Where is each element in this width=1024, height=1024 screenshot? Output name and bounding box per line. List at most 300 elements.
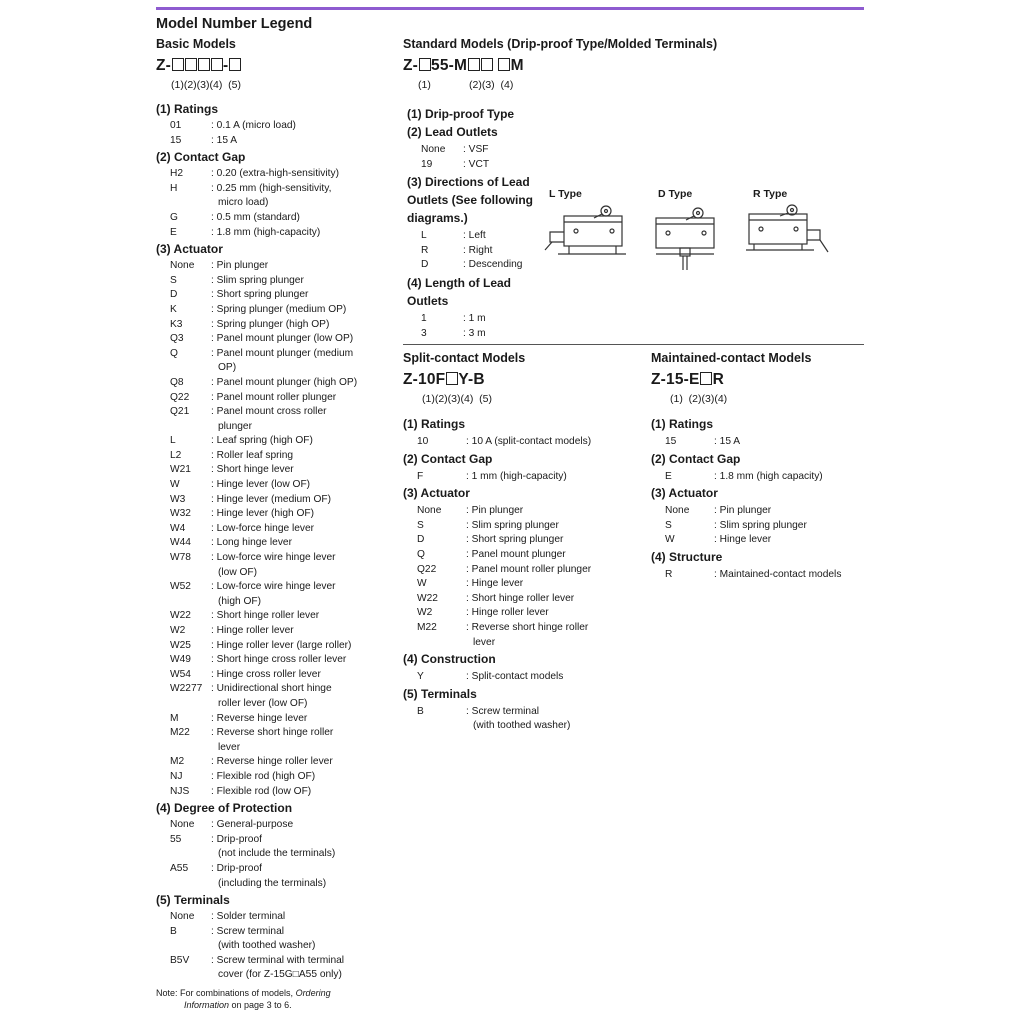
legend-description: cover (for Z-15G□A55 only) <box>218 969 342 981</box>
legend-row <box>417 621 643 636</box>
legend-row <box>170 925 396 940</box>
legend-row <box>170 405 396 420</box>
legend-code: Q <box>170 347 178 359</box>
legend-code: W78 <box>170 552 191 564</box>
legend-description: : 1.8 mm (high capacity) <box>714 470 823 482</box>
legend-row <box>417 563 643 578</box>
placeholder-box <box>185 58 197 71</box>
legend-code <box>170 361 211 376</box>
diagram-label-l: L Type <box>549 188 582 200</box>
legend-description: : Low-force wire hinge lever <box>211 552 336 564</box>
legend-code: D <box>417 534 425 546</box>
legend-description: : Hinge lever (medium OF) <box>211 493 332 505</box>
legend-description: : Short spring plunger <box>466 534 564 546</box>
legend-code: 19 <box>421 158 433 170</box>
maintained-heading: Maintained-contact Models <box>651 351 812 365</box>
section-title: Outlets (See following <box>407 193 534 208</box>
legend-code <box>170 420 211 435</box>
legend-code: W2 <box>170 625 186 636</box>
legend-code: 01 <box>170 120 182 131</box>
legend-description: : Short hinge roller lever <box>211 610 320 622</box>
legend-row <box>665 568 861 583</box>
legend-description: : 0.1 A (micro load) <box>211 120 296 131</box>
legend-code: 15 <box>170 134 182 146</box>
legend-description: lever <box>218 741 241 753</box>
legend-description: : Maintained-contact models <box>714 568 842 580</box>
page-title: Model Number Legend <box>156 16 313 32</box>
legend-description: : Leaf spring (high OF) <box>211 435 313 447</box>
legend-row <box>170 182 396 197</box>
legend-code: K3 <box>170 318 183 330</box>
legend-code <box>170 847 211 862</box>
legend-description: : 15 A <box>211 134 238 146</box>
legend-row <box>417 719 643 734</box>
legend-description: : Solder terminal <box>211 911 286 923</box>
legend-code: W2277 <box>170 683 203 695</box>
legend-description: : General-purpose <box>211 819 294 831</box>
legend-description: : Reverse short hinge roller <box>211 727 334 739</box>
legend-row <box>170 968 396 983</box>
legend-description: : Screw terminal with terminal <box>211 954 345 966</box>
legend-description: : 1 m <box>463 312 486 324</box>
legend-description: : 0.5 mm (standard) <box>211 211 300 223</box>
legend-code <box>170 196 211 211</box>
legend-description: : Pin plunger <box>211 260 269 272</box>
legend-description: (including the terminals) <box>218 877 327 889</box>
section-title: (2) Lead Outlets <box>407 125 498 139</box>
legend-row <box>170 595 396 610</box>
basic-model-code: Z- - <box>156 57 241 75</box>
legend-description: : 3 m <box>463 327 486 339</box>
legend-code <box>170 939 211 954</box>
legend-description: : Hinge cross roller lever <box>211 668 321 680</box>
legend-description: : Unidirectional short hinge <box>211 683 332 695</box>
section-title: (4) Structure <box>651 549 723 564</box>
legend-row <box>421 143 545 158</box>
standard-heading: Standard Models (Drip-proof Type/Molded Terminals) <box>403 37 718 51</box>
section-title: Outlets <box>407 293 449 308</box>
legend-code: A55 <box>170 862 189 874</box>
legend-description: : VSF <box>463 144 489 155</box>
section-divider <box>403 344 864 345</box>
legend-row <box>170 391 396 406</box>
legend-description: : 1 mm (high-capacity) <box>466 470 567 482</box>
maintained-model-numbers: (1) (2)(3)(4) <box>670 393 728 405</box>
legend-row <box>421 258 545 273</box>
legend-row <box>417 533 643 548</box>
legend-code: H2 <box>170 168 184 180</box>
legend-description: : 0.20 (extra-high-sensitivity) <box>211 168 339 180</box>
legend-description: : Panel mount plunger (medium <box>211 347 354 359</box>
legend-description: : Low-force hinge lever <box>211 522 315 534</box>
legend-row <box>170 653 396 668</box>
legend-description: : Hinge lever (high OF) <box>211 508 315 520</box>
legend-code: W22 <box>170 610 191 622</box>
legend-row <box>170 551 396 566</box>
legend-description: : Reverse hinge roller lever <box>211 756 333 768</box>
legend-description: : Long hinge lever <box>211 537 292 549</box>
legend-row <box>170 332 396 347</box>
diagram-label-d: D Type <box>658 188 693 200</box>
legend-row <box>421 244 545 259</box>
legend-description: : Descending <box>463 259 523 271</box>
standard-legend <box>407 105 545 342</box>
legend-row <box>170 755 396 770</box>
legend-description: : Panel mount plunger (high OP) <box>211 376 358 388</box>
legend-description: : Reverse hinge lever <box>211 712 308 724</box>
legend-description: : Pin plunger <box>466 505 524 517</box>
legend-row <box>665 470 861 485</box>
legend-description: : Short hinge lever <box>211 464 294 476</box>
legend-code: Q <box>417 548 425 560</box>
basic-note: Note: For combinations of models, Ordering Information on page 3 to 6. <box>156 988 331 1010</box>
legend-description: : Panel mount roller plunger <box>211 391 337 403</box>
legend-row <box>170 376 396 391</box>
legend-description: : Flexible rod (low OF) <box>211 785 312 797</box>
legend-description: : Short hinge cross roller lever <box>211 654 347 666</box>
legend-description: : Screw terminal <box>211 925 285 937</box>
legend-code: M22 <box>170 727 190 739</box>
section-title: (3) Actuator <box>156 242 223 257</box>
placeholder-box <box>700 372 712 385</box>
legend-code: W4 <box>170 522 186 534</box>
legend-code <box>170 595 211 610</box>
legend-code <box>417 719 466 734</box>
legend-code: Y <box>417 671 424 683</box>
split-model-code: Z-10F Y-B <box>403 371 485 388</box>
legend-description: : Drip-proof <box>211 833 262 845</box>
legend-code: None <box>421 144 446 155</box>
legend-code: M <box>170 712 179 724</box>
legend-row <box>170 862 396 877</box>
legend-row <box>170 939 396 954</box>
legend-row <box>170 624 396 639</box>
legend-code: B5V <box>170 954 190 966</box>
legend-row <box>170 347 396 362</box>
legend-description: : Hinge lever <box>714 534 772 546</box>
legend-code: W25 <box>170 639 191 651</box>
legend-code: D <box>170 289 178 301</box>
legend-row <box>417 470 643 485</box>
legend-code: W52 <box>170 581 191 593</box>
legend-code <box>417 636 466 651</box>
r-type-switch-diagram <box>744 202 830 260</box>
legend-row <box>170 449 396 464</box>
legend-description: : Spring plunger (high OP) <box>211 318 330 330</box>
legend-row <box>170 361 396 376</box>
legend-code: L <box>170 435 176 447</box>
d-type-switch-diagram <box>650 202 720 272</box>
legend-row <box>170 741 396 756</box>
legend-description: micro load) <box>218 197 269 209</box>
legend-row <box>421 158 545 173</box>
legend-row <box>170 167 396 182</box>
section-title: (5) Terminals <box>156 893 230 908</box>
legend-code <box>170 741 211 756</box>
legend-row <box>170 682 396 697</box>
legend-code: S <box>170 274 177 286</box>
legend-row <box>665 519 861 534</box>
section-title: (4) Construction <box>403 652 496 667</box>
legend-row <box>170 580 396 595</box>
legend-row <box>170 639 396 654</box>
legend-code: Q3 <box>170 333 184 345</box>
legend-description: (high OF) <box>218 595 262 607</box>
legend-row <box>417 548 643 563</box>
legend-row <box>170 785 396 800</box>
legend-code: Q22 <box>417 563 437 575</box>
legend-code: 15 <box>665 436 677 447</box>
legend-description: plunger <box>218 420 252 432</box>
legend-code: None <box>170 819 195 831</box>
legend-row <box>417 606 643 621</box>
legend-row <box>170 668 396 683</box>
section-title: (2) Contact Gap <box>651 451 741 466</box>
legend-code: 55 <box>170 833 182 845</box>
standard-model-num-2: (2)(3) (4) <box>469 79 514 91</box>
legend-code: L2 <box>170 449 182 461</box>
legend-description: : Short hinge roller lever <box>466 592 575 604</box>
legend-description: : Split-contact models <box>466 671 564 683</box>
section-title: (4) Degree of Protection <box>156 801 293 816</box>
legend-code: F <box>417 470 424 482</box>
legend-row <box>665 533 861 548</box>
legend-row <box>170 522 396 537</box>
legend-code: None <box>665 505 690 517</box>
legend-description: : 0.25 mm (high-sensitivity, <box>211 182 332 194</box>
legend-code: NJS <box>170 785 190 797</box>
split-model-numbers: (1)(2)(3)(4) (5) <box>422 393 492 405</box>
legend-row <box>170 770 396 785</box>
section-title: (1) Drip-proof Type <box>407 107 515 121</box>
legend-description: : Hinge roller lever <box>211 625 294 636</box>
section-title: (4) Length of Lead <box>407 275 511 290</box>
legend-code: 10 <box>417 436 429 447</box>
legend-description: : Panel mount plunger <box>466 548 566 560</box>
placeholder-box <box>198 58 210 71</box>
legend-row <box>421 327 545 342</box>
legend-description: : VCT <box>463 158 490 170</box>
placeholder-box <box>172 58 184 71</box>
legend-code: G <box>170 211 178 223</box>
legend-row <box>417 519 643 534</box>
legend-code <box>170 877 211 892</box>
section-title: (3) Actuator <box>651 486 718 501</box>
legend-row <box>170 226 396 241</box>
legend-code: R <box>665 568 673 580</box>
legend-description: (low OF) <box>218 566 258 578</box>
legend-code: W44 <box>170 537 191 549</box>
legend-code <box>170 968 211 983</box>
legend-code: M22 <box>417 621 437 633</box>
legend-code: H <box>170 182 178 194</box>
legend-description: : Panel mount cross roller <box>211 406 327 418</box>
maintained-model-code: Z-15-E R <box>651 371 724 388</box>
legend-row <box>665 435 861 450</box>
legend-row <box>421 229 545 244</box>
legend-code: W <box>170 479 180 491</box>
diagram-label-r: R Type <box>753 188 788 200</box>
legend-code: 3 <box>421 327 427 339</box>
legend-code: W3 <box>170 493 186 505</box>
placeholder-box <box>481 58 493 71</box>
legend-description: : Reverse short hinge roller <box>466 621 589 633</box>
section-title: (3) Actuator <box>403 486 470 501</box>
standard-model-num-1: (1) <box>418 79 431 91</box>
legend-row <box>170 697 396 712</box>
section-title: (1) Ratings <box>156 102 219 116</box>
legend-row <box>170 712 396 727</box>
legend-code: None <box>170 260 195 272</box>
legend-row <box>417 636 643 651</box>
legend-row <box>170 478 396 493</box>
legend-code <box>170 566 211 581</box>
legend-description: : Panel mount plunger (low OP) <box>211 333 354 345</box>
legend-row <box>421 312 545 327</box>
legend-description: : 15 A <box>714 436 741 447</box>
legend-code: Q21 <box>170 406 190 418</box>
legend-description: : Drip-proof <box>211 862 262 874</box>
title-rule <box>156 7 864 10</box>
placeholder-box <box>498 58 510 71</box>
legend-code: W <box>417 578 427 590</box>
legend-code: R <box>421 244 429 256</box>
basic-heading: Basic Models <box>156 37 236 51</box>
legend-row <box>170 566 396 581</box>
legend-code: M2 <box>170 756 185 768</box>
legend-description: : Slim spring plunger <box>211 274 304 286</box>
legend-row <box>170 303 396 318</box>
section-title: (1) Ratings <box>403 417 466 431</box>
legend-row <box>417 577 643 592</box>
legend-description: (with toothed washer) <box>218 940 316 952</box>
legend-row <box>170 463 396 478</box>
legend-code: W2 <box>417 607 433 619</box>
legend-code: W49 <box>170 654 191 666</box>
legend-code: L <box>421 230 427 242</box>
legend-description: lever <box>473 636 496 648</box>
legend-code: Q8 <box>170 376 184 388</box>
legend-row <box>170 609 396 624</box>
legend-row <box>170 847 396 862</box>
legend-description: roller lever (low OF) <box>218 697 308 709</box>
section-title: (1) Ratings <box>651 417 714 431</box>
legend-description: : Slim spring plunger <box>466 519 559 531</box>
legend-description: : Hinge roller lever (large roller) <box>211 639 352 651</box>
legend-row <box>170 954 396 969</box>
legend-code: None <box>170 911 195 923</box>
legend-row <box>170 420 396 435</box>
legend-description: : Hinge lever (low OF) <box>211 479 311 491</box>
legend-description: (not include the terminals) <box>218 848 336 860</box>
legend-code: W54 <box>170 668 191 680</box>
legend-description: OP) <box>218 362 237 374</box>
legend-row <box>417 705 643 720</box>
legend-row <box>417 670 643 685</box>
legend-row <box>170 134 396 149</box>
section-title: (5) Terminals <box>403 686 477 701</box>
legend-row <box>417 592 643 607</box>
basic-model-numbers: (1)(2)(3)(4) (5) <box>171 79 241 91</box>
legend-description: : Flexible rod (high OF) <box>211 770 316 782</box>
legend-description: : 10 A (split-contact models) <box>466 436 592 447</box>
placeholder-box <box>468 58 480 71</box>
placeholder-box <box>229 58 241 71</box>
legend-row <box>170 196 396 211</box>
legend-row <box>170 536 396 551</box>
legend-row <box>417 504 643 519</box>
legend-description: : Pin plunger <box>714 505 772 517</box>
legend-description: : Right <box>463 244 493 256</box>
legend-row <box>417 435 643 450</box>
split-legend <box>403 416 643 735</box>
legend-code: None <box>417 505 442 517</box>
maintained-legend <box>651 416 861 584</box>
legend-description: : Low-force wire hinge lever <box>211 581 336 593</box>
legend-code: E <box>170 226 177 238</box>
legend-description: : Slim spring plunger <box>714 519 807 531</box>
section-title: diagrams.) <box>407 211 468 226</box>
legend-row <box>170 833 396 848</box>
legend-description: : Spring plunger (medium OP) <box>211 303 347 315</box>
legend-row <box>170 211 396 226</box>
legend-code: W22 <box>417 592 438 604</box>
placeholder-box <box>211 58 223 71</box>
legend-row <box>170 877 396 892</box>
legend-code: D <box>421 259 429 271</box>
legend-row <box>170 726 396 741</box>
legend-description: : Hinge lever <box>466 578 524 590</box>
legend-description: : 1.8 mm (high-capacity) <box>211 226 321 238</box>
legend-code: W <box>665 534 675 546</box>
section-title: (2) Contact Gap <box>403 451 493 466</box>
legend-row <box>170 493 396 508</box>
legend-row <box>170 288 396 303</box>
basic-legend <box>156 101 396 984</box>
legend-row <box>170 910 396 925</box>
l-type-switch-diagram <box>544 202 634 266</box>
legend-code: W32 <box>170 508 191 520</box>
standard-model-code: Z- 55-M M <box>403 57 524 74</box>
section-title: (3) Directions of Lead <box>407 175 530 190</box>
legend-description: : Panel mount roller plunger <box>466 563 592 575</box>
legend-code: B <box>170 925 177 937</box>
split-heading: Split-contact Models <box>403 351 526 365</box>
legend-code: NJ <box>170 770 183 782</box>
legend-description: : Screw terminal <box>466 705 540 717</box>
legend-row <box>170 507 396 522</box>
legend-row <box>665 504 861 519</box>
legend-description: : Roller leaf spring <box>211 449 294 461</box>
legend-row <box>170 274 396 289</box>
legend-code: E <box>665 470 672 482</box>
legend-description: : Left <box>463 230 486 242</box>
legend-row <box>170 434 396 449</box>
legend-code: B <box>417 705 424 717</box>
legend-code: K <box>170 303 177 315</box>
placeholder-box <box>419 58 431 71</box>
legend-description: : Short spring plunger <box>211 289 309 301</box>
legend-row <box>170 318 396 333</box>
legend-description: (with toothed washer) <box>473 720 571 732</box>
legend-code <box>170 697 211 712</box>
legend-row <box>170 818 396 833</box>
legend-code: S <box>417 519 424 531</box>
section-title: (2) Contact Gap <box>156 150 246 165</box>
legend-code: W21 <box>170 464 191 476</box>
legend-code: S <box>665 519 672 531</box>
placeholder-box <box>446 372 458 385</box>
